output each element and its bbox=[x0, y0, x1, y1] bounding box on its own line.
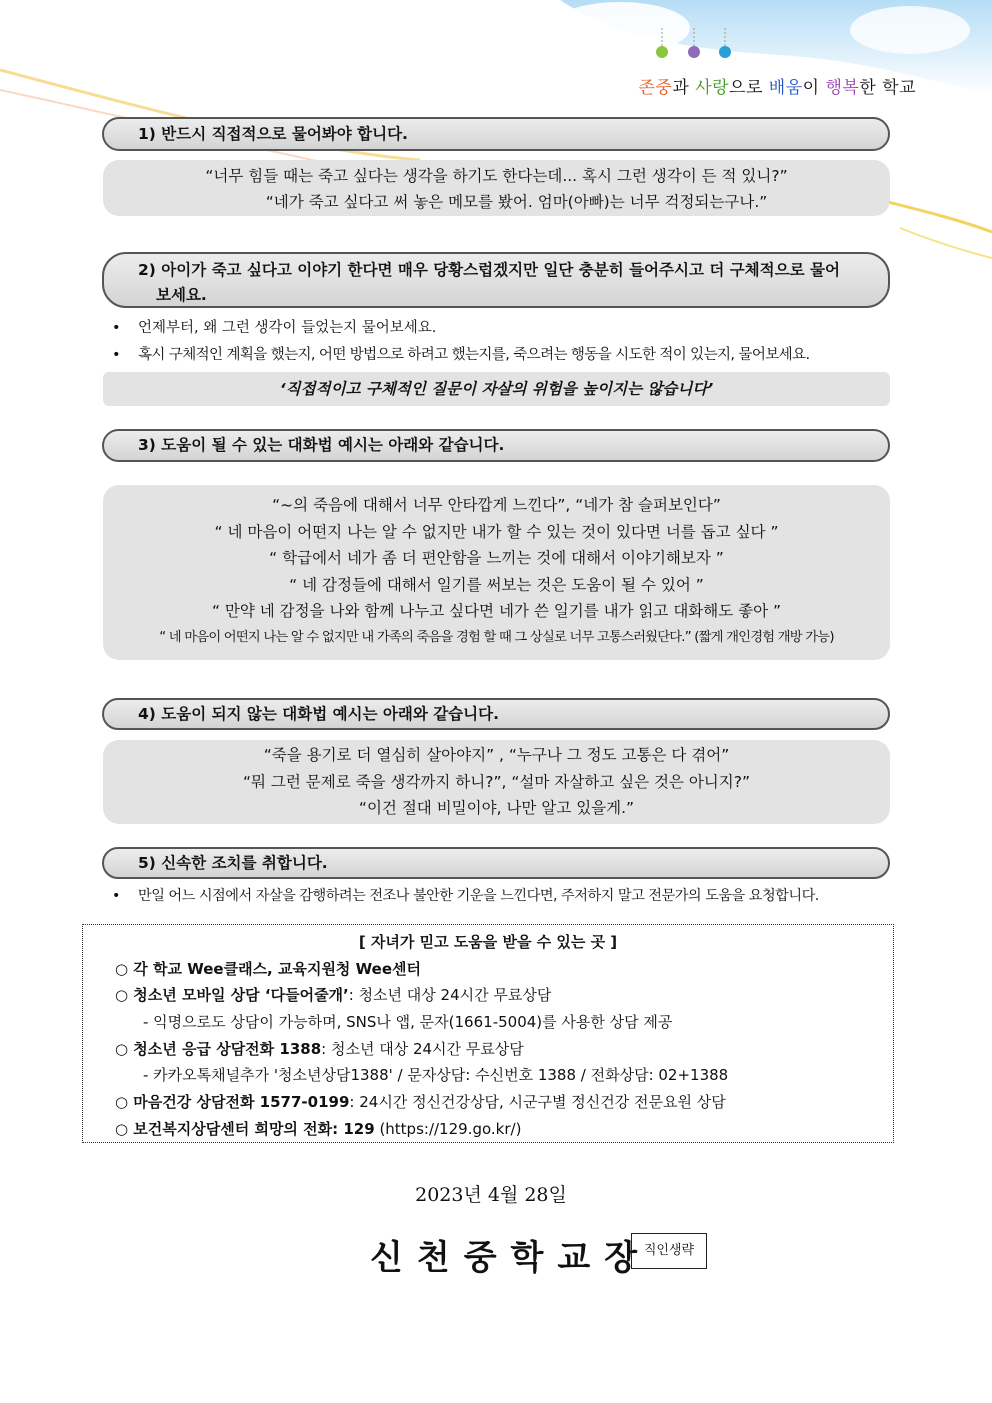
quote-line: “네가 죽고 싶다고 써 놓은 메모를 봤어. 엄마(아빠)는 너무 걱정되는구나.” bbox=[265, 193, 768, 211]
motto-part: 으로 bbox=[729, 78, 769, 98]
section-1-quote-box bbox=[103, 160, 890, 216]
quote-line: “ 네 감정들에 대해서 일기를 써보는 것은 도움이 될 수 있어 ” bbox=[289, 575, 704, 594]
quote-line: “너무 힘들 때는 죽고 싶다는 생각을 하기도 한다는데... 혹시 그런 생각이 든 적 있니?” bbox=[205, 167, 788, 185]
section-2-heading bbox=[102, 252, 890, 308]
quote-line: “뭐 그런 문제로 죽을 생각까지 하니?”, “설마 자살하고 싶은 것은 아니지?” bbox=[242, 772, 751, 791]
resource-name: ○ 청소년 응급 상담전화 1388 bbox=[115, 1040, 322, 1058]
resource-mind-health bbox=[115, 1091, 726, 1112]
motto-part: 사랑 bbox=[695, 78, 730, 98]
motto-part: 행복 bbox=[825, 78, 860, 98]
resource-name: ○ 청소년 모바일 상담 ‘다들어줄개’ bbox=[115, 986, 349, 1004]
help-resources-box bbox=[82, 924, 894, 1143]
bullet-item: • 만일 어느 시점에서 자살을 감행하려는 전조나 불안한 기운을 느낀다면, 주저하지 말고 전문가의 도움을 요청합니다. bbox=[112, 883, 819, 909]
bullet-item: • 언제부터, 왜 그런 생각이 들었는지 물어보세요. bbox=[112, 315, 809, 342]
resource-mobile-counsel bbox=[115, 984, 551, 1005]
motto-part: 이 bbox=[802, 78, 826, 98]
section-2-bullets bbox=[112, 315, 809, 369]
resource-desc: : 24시간 정신건강상담, 시군구별 정신건강 전문요원 상담 bbox=[349, 1093, 726, 1111]
section-5-bullets bbox=[112, 883, 819, 909]
quote-line: “ 만약 네 감정을 나와 함께 나누고 싶다면 네가 쓴 일기를 내가 읽고 대화해도 좋아 ” bbox=[211, 602, 782, 620]
bullet-item: • 혹시 구체적인 계획을 했는지, 어떤 방법으로 하려고 했는지를, 죽으려는 행동을 시도한 적이 있는지, 물어보세요. bbox=[112, 342, 809, 369]
school-motto bbox=[638, 73, 916, 98]
seal-omitted-stamp: 직인생략 bbox=[631, 1233, 707, 1269]
motto-part: 한 학교 bbox=[859, 78, 916, 98]
quote-line: “ 네 마음이 어떤지 나는 알 수 없지만 내 가족의 죽음을 경험 할 때 그 상실로 너무 고통스러웠단다.” (짧게 개인경험 개방 가능) bbox=[159, 629, 834, 645]
dot-green-icon bbox=[656, 46, 668, 58]
resource-desc: : 청소년 대상 24시간 무료상담 bbox=[348, 986, 552, 1004]
resource-name: ○ 보건복지상담센터 희망의 전화: 129 bbox=[115, 1120, 375, 1138]
quote-line: “죽을 용기로 더 열심히 살아야지” , “누구나 그 정도 고통은 다 겪어” bbox=[263, 746, 730, 764]
dot-blue-icon bbox=[719, 46, 731, 58]
document-date: 2023년 4월 28일 bbox=[415, 1184, 567, 1206]
quote-line: “이건 절대 비밀이야, 나만 알고 있을게.” bbox=[358, 799, 635, 817]
motto-part: 배움 bbox=[768, 78, 803, 98]
principal-name: 신천중학교장 bbox=[370, 1238, 652, 1278]
section-1-heading: 1) 반드시 직접적으로 물어봐야 합니다. bbox=[102, 117, 890, 151]
section-2-emphasis: ‘직접적이고 구체적인 질문이 자살의 위험을 높이지는 않습니다’ bbox=[103, 372, 890, 406]
section-3-heading: 3) 도움이 될 수 있는 대화법 예시는 아래와 같습니다. bbox=[102, 429, 890, 462]
resource-1388 bbox=[115, 1038, 524, 1059]
heading-line: 보세요. bbox=[156, 286, 207, 304]
section-4-heading: 4) 도움이 되지 않는 대화법 예시는 아래와 같습니다. bbox=[102, 698, 890, 730]
motto-part: 과 bbox=[672, 78, 696, 98]
heading-line: 2) 아이가 죽고 싶다고 이야기 한다면 매우 당황스럽겠지만 일단 충분히 들어주시고 더 구체적으로 물어 bbox=[138, 261, 840, 279]
motto-part: 존중 bbox=[638, 78, 673, 98]
resources-title: [ 자녀가 믿고 도움을 받을 수 있는 곳 ] bbox=[358, 933, 618, 951]
dot-purple-icon bbox=[688, 46, 700, 58]
resource-1388-detail: - 카카오톡채널추가 '청소년상담1388' / 문자상담: 수신번호 1388 / 전화상담: 02+1388 bbox=[143, 1066, 729, 1084]
resource-desc: : 청소년 대상 24시간 무료상담 bbox=[321, 1040, 524, 1058]
decorative-dots bbox=[650, 28, 740, 64]
quote-line: “ 학급에서 네가 좀 더 편안함을 느끼는 것에 대해서 이야기해보자 ” bbox=[269, 549, 724, 567]
resource-wee: ○ 각 학교 Wee클래스, 교육지원청 Wee센터 bbox=[115, 960, 421, 978]
resource-name: ○ 마음건강 상담전화 1577-0199 bbox=[115, 1093, 350, 1111]
section-3-quote-box bbox=[103, 485, 890, 660]
section-4-quote-box bbox=[103, 740, 890, 824]
section-5-heading: 5) 신속한 조치를 취합니다. bbox=[102, 847, 890, 879]
quote-line: “~의 죽음에 대해서 너무 안타깝게 느낀다”, “네가 참 슬퍼보인다” bbox=[272, 496, 721, 514]
resource-129 bbox=[115, 1118, 521, 1139]
resource-mobile-detail: - 익명으로도 상담이 가능하며, SNS나 앱, 문자(1661-5004)를 사용한 상담 제공 bbox=[143, 1013, 673, 1031]
quote-line: “ 네 마음이 어떤지 나는 알 수 없지만 내가 할 수 있는 것이 있다면 너를 돕고 싶다 ” bbox=[214, 522, 779, 541]
resource-link[interactable]: (https://129.go.kr/) bbox=[374, 1120, 522, 1138]
